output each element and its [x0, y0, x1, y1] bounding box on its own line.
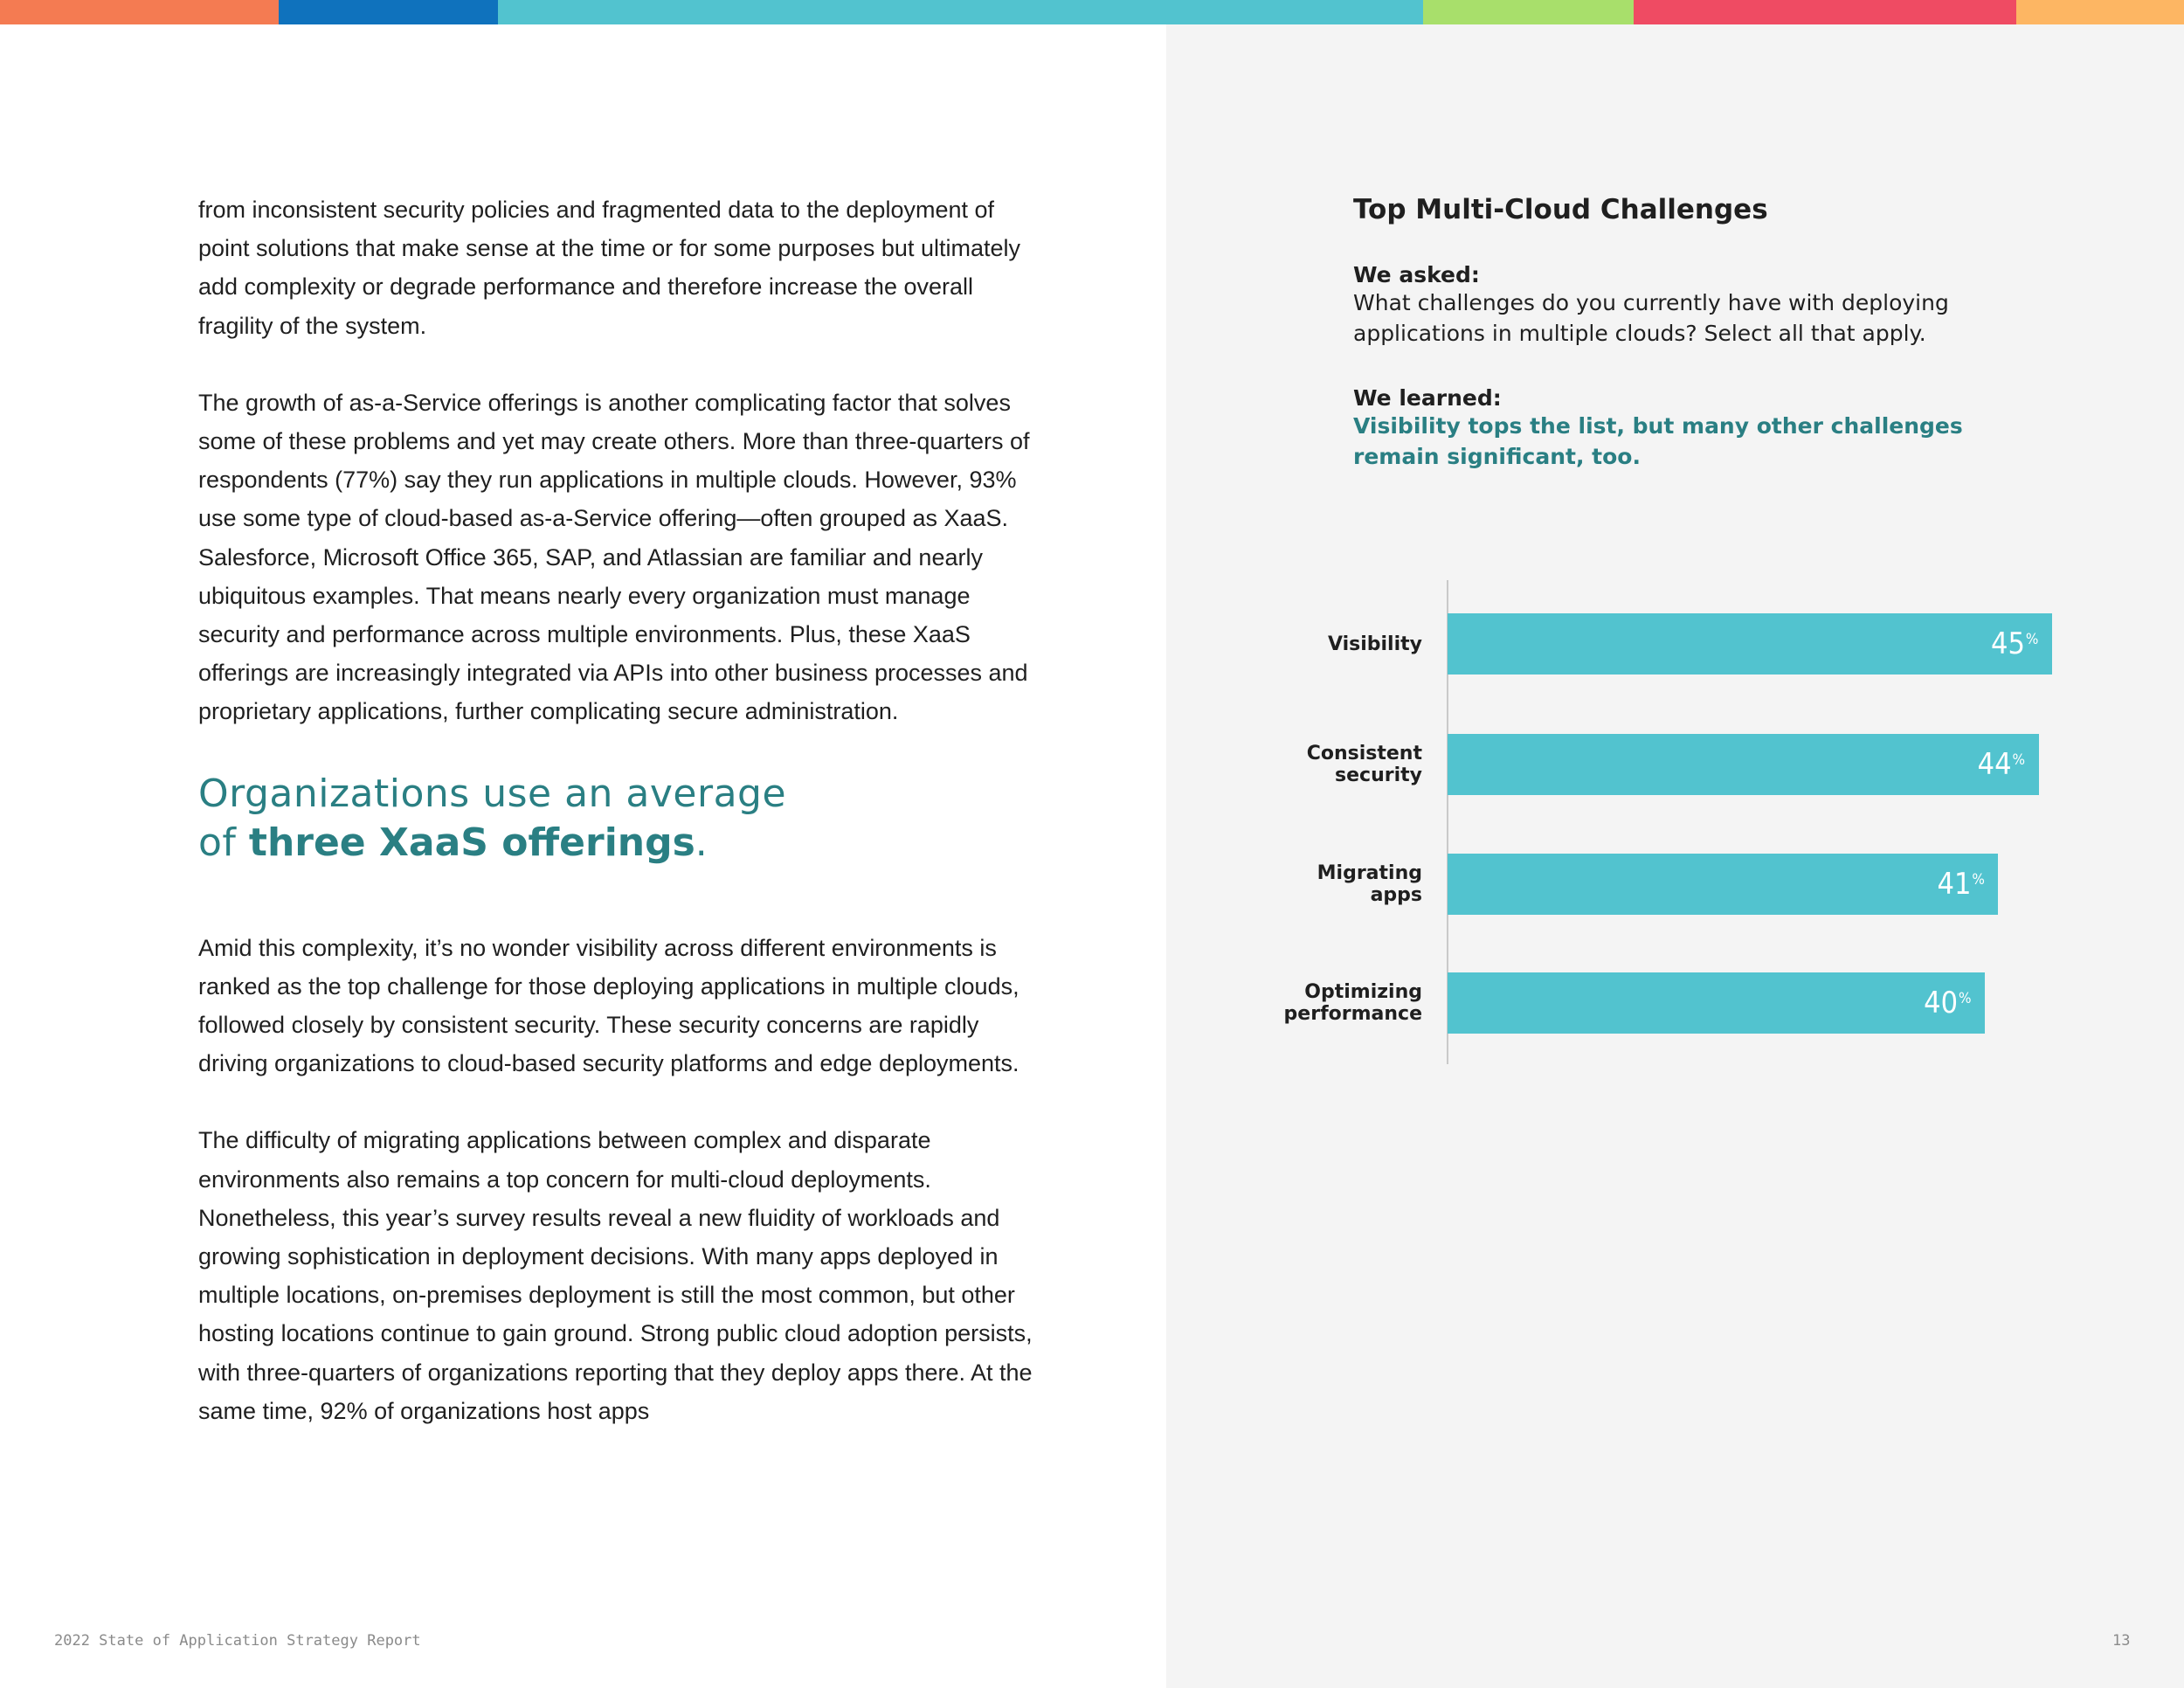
pull-quote-bold: three XaaS offerings	[248, 820, 695, 865]
we-asked-label: We asked:	[1353, 262, 1480, 287]
top-color-strip	[0, 0, 2184, 24]
body-paragraph-3: Amid this complexity, it’s no wonder visibility across different environments is ranked as the top challenge for those deploying applications in multiple clouds, followed closely by consistent security. These security concerns are rapidly driving organizations to cloud-based security platforms and edge deployments.	[198, 934, 1019, 1077]
we-learned-block	[1353, 385, 1982, 472]
bar	[1448, 972, 1985, 1034]
bar-category-label: Consistent security	[1306, 743, 1422, 786]
bar-value-label: 40 %	[1924, 986, 1972, 1020]
body-paragraph-4: The difficulty of migrating applications between complex and disparate environments also remains a top concern for multi-cloud deployments. Nonetheless, this year’s survey results reveal a new fluidity of workloads and growing sophistication in deployment decisions. With many apps deployed in multiple locations, on-premises deployment is still the most common, but other hosting locations continue to gain ground. Strong public cloud adoption persists, with three-quarters of organizations reporting that they deploy apps there. At the same time, 92% of organizations host apps	[198, 1127, 1033, 1424]
bar-category-label: Migrating apps	[1317, 862, 1422, 906]
chart-title: Top Multi-Cloud Challenges	[1353, 194, 1768, 225]
footer-report-title: 2022 State of Application Strategy Report	[54, 1632, 421, 1650]
pull-quote-line1: Organizations use an average	[198, 771, 787, 816]
bar	[1448, 613, 2052, 675]
pull-quote-suffix: .	[695, 820, 708, 865]
pull-quote-prefix: of	[198, 820, 249, 865]
bar-row	[1258, 734, 2132, 795]
bar-category-label: Optimizing performance	[1283, 981, 1422, 1025]
bar-chart	[1258, 577, 2132, 1066]
body-paragraph-1: from inconsistent security policies and fragmented data to the deployment of point solutions that make sense at the time or for some purposes but ultimately add complexity or degrade performance and therefore increase the overall fragility of the system.	[198, 197, 1020, 339]
we-asked-text: What challenges do you currently have with deploying applications in multiple clouds? Select all that apply.	[1353, 290, 1949, 346]
bar-value-label: 44 %	[1977, 747, 2026, 782]
strip-segment-orange	[0, 0, 279, 24]
we-learned-text: Visibility tops the list, but many other challenges remain significant, too.	[1353, 413, 1963, 469]
strip-segment-yellow	[2016, 0, 2184, 24]
body-column	[198, 190, 1037, 1469]
strip-segment-red	[1634, 0, 2016, 24]
strip-segment-teal	[498, 0, 1423, 24]
strip-segment-blue	[279, 0, 498, 24]
bar	[1448, 854, 1998, 915]
footer-page-number: 13	[2112, 1632, 2131, 1650]
bar-row	[1258, 854, 2132, 915]
we-learned-label: We learned:	[1353, 385, 1502, 411]
we-asked-block	[1353, 262, 1982, 349]
bar-row	[1258, 613, 2132, 675]
body-paragraph-2: The growth of as-a-Service offerings is another complicating factor that solves some of these problems and yet may create others. More than three-quarters of respondents (77%) say they run applications in multiple clouds. However, 93% use some type of cloud-based as-a-Service offering—often grouped as XaaS. Salesforce, Microsoft Office 365, SAP, and Atlassian are familiar and nearly ubiquitous examples. That means nearly every organization must manage security and performance across multiple environments. Plus, these XaaS offerings are increasingly integrated via APIs into other business processes and proprietary applications, further complicating secure administration.	[198, 389, 1030, 725]
bar-value-label: 41 %	[1937, 867, 1985, 902]
pull-quote	[198, 770, 1037, 868]
bar-category-label: Visibility	[1327, 633, 1422, 655]
bar	[1448, 734, 2039, 795]
bar-row	[1258, 972, 2132, 1034]
bar-value-label: 45 %	[1991, 626, 2039, 661]
strip-segment-green	[1423, 0, 1634, 24]
